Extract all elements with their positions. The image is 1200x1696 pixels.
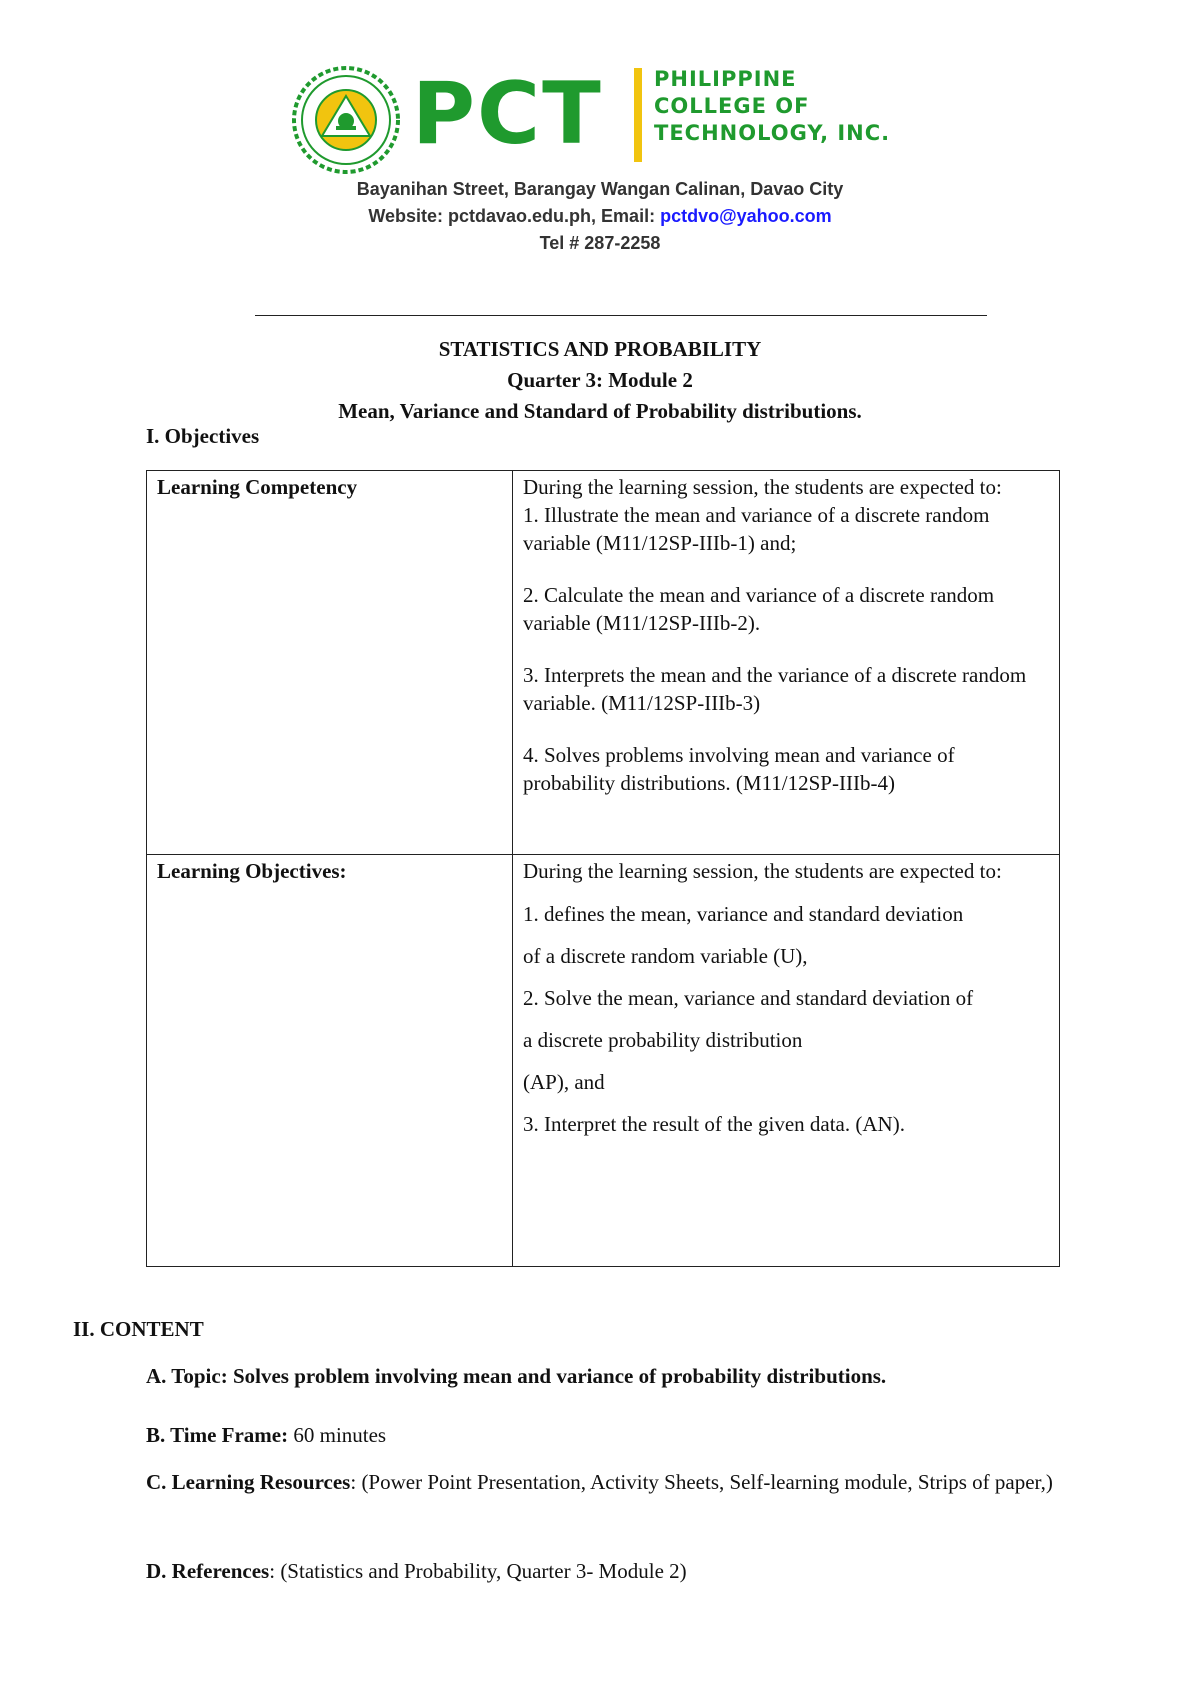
- college-name-line3: TECHNOLOGY, INC.: [654, 121, 891, 145]
- references-value: : (Statistics and Probability, Quarter 3- Module 2): [269, 1559, 687, 1583]
- website-label: Website: pctdavao.edu.ph, Email:: [368, 206, 656, 226]
- competency-label: Learning Competency: [147, 471, 513, 855]
- competency-item: 1. Illustrate the mean and variance of a discrete random variable (M11/12SP-IIIb-1) and;: [523, 503, 990, 555]
- competency-item: 2. Calculate the mean and variance of a discrete random variable (M11/12SP-IIIb-2).: [523, 583, 995, 635]
- address: Bayanihan Street, Barangay Wangan Calinan, Davao City: [356, 179, 844, 199]
- email-link[interactable]: pctdvo@yahoo.com: [660, 206, 832, 226]
- objective-line: 1. defines the mean, variance and standard deviation: [523, 902, 964, 926]
- time-frame-line: [146, 1420, 386, 1450]
- telephone: Tel # 287-2258: [539, 233, 661, 253]
- contact-block: [0, 176, 1200, 257]
- objectives-list: [523, 893, 1049, 1145]
- competency-intro: During the learning session, the students are expected to:: [523, 475, 1002, 499]
- header-divider: [255, 315, 987, 316]
- subject-title: STATISTICS AND PROBABILITY: [438, 337, 762, 361]
- resources-label: C. Learning Resources: [146, 1470, 351, 1494]
- college-seal-icon: [292, 66, 400, 174]
- objective-line: 3. Interpret the result of the given data. (AN).: [523, 1112, 905, 1136]
- objectives-heading: I. Objectives: [146, 424, 260, 448]
- college-logo: [292, 60, 952, 170]
- content-heading: II. CONTENT: [73, 1317, 204, 1341]
- competency-cell: [513, 471, 1060, 855]
- competency-item: 4. Solves problems involving mean and variance of probability distributions. (M11/12SP-IIIb-4): [523, 743, 955, 795]
- references-label: D. References: [146, 1559, 270, 1583]
- website-line: [0, 203, 1200, 230]
- topic-line: A. Topic: Solves problem involving mean and variance of probability distributions.: [146, 1364, 887, 1388]
- objective-line: 2. Solve the mean, variance and standard deviation of: [523, 986, 974, 1010]
- college-name-line2: COLLEGE OF: [654, 94, 810, 118]
- competency-item: 3. Interprets the mean and the variance of a discrete random variable. (M11/12SP-IIIb-3): [523, 663, 1027, 715]
- college-name: [654, 66, 890, 147]
- resources-line: [146, 1467, 1136, 1497]
- resources-value: : (Power Point Presentation, Activity Sheets, Self-learning module, Strips of paper,): [350, 1470, 1053, 1494]
- time-frame-value: 60 minutes: [293, 1423, 387, 1447]
- table-row: [147, 471, 1060, 855]
- document-title: [0, 334, 1200, 427]
- objectives-cell: [513, 855, 1060, 1267]
- references-line: [146, 1556, 687, 1586]
- objectives-label: Learning Objectives:: [147, 855, 513, 1267]
- quarter-title: Quarter 3: Module 2: [507, 368, 693, 392]
- logo-divider: [634, 68, 642, 162]
- objective-line: a discrete probability distribution: [523, 1028, 803, 1052]
- college-name-line1: PHILIPPINE: [654, 67, 797, 91]
- objective-line: (AP), and: [523, 1070, 605, 1094]
- objective-line: of a discrete random variable (U),: [523, 944, 808, 968]
- pct-logo-word: PCT: [412, 64, 603, 164]
- objectives-intro: During the learning session, the students are expected to:: [523, 859, 1002, 883]
- objectives-table: [146, 470, 1060, 1267]
- module-title: Mean, Variance and Standard of Probability distributions.: [338, 399, 862, 423]
- time-frame-label: B. Time Frame:: [146, 1423, 289, 1447]
- table-row: [147, 855, 1060, 1267]
